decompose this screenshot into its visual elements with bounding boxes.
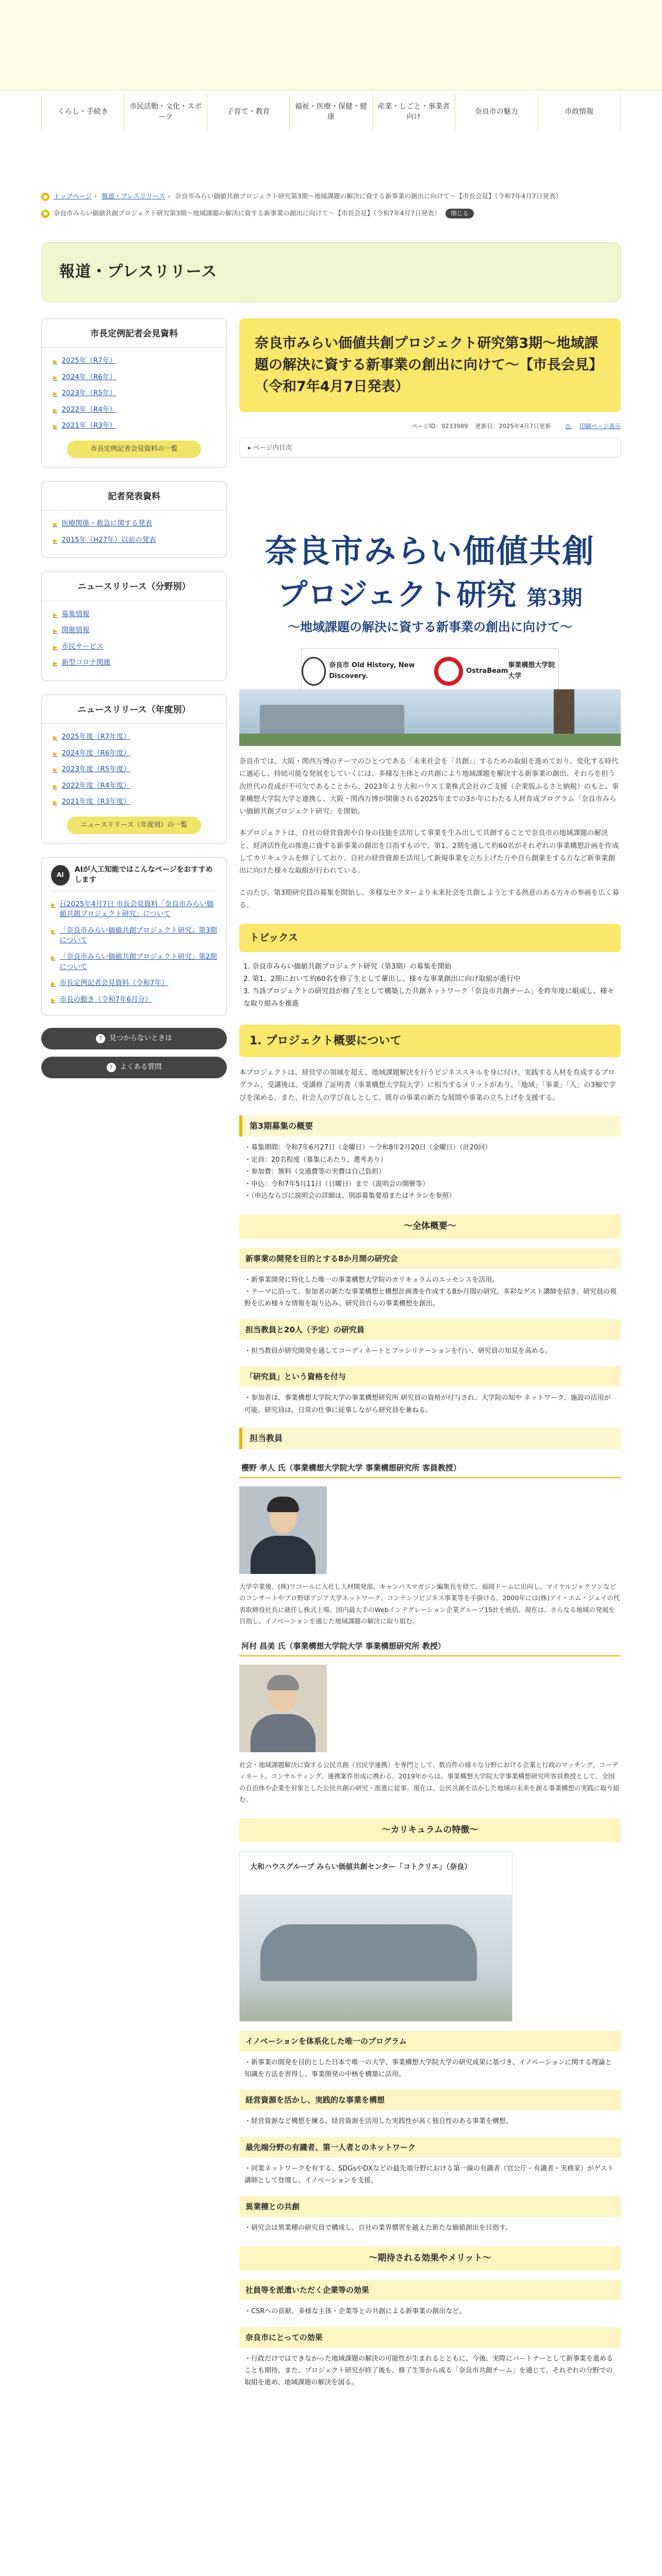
chevron-right-icon: ▶ — [53, 660, 58, 667]
location-icon: ● — [41, 193, 49, 201]
professor-photo — [239, 1486, 327, 1574]
venue-photo — [239, 1852, 512, 2022]
sidebar-item[interactable]: ▶ 2023年（R5年） — [53, 389, 117, 398]
page-id: ページID：0233989 — [411, 422, 468, 430]
breadcrumb-row: ● トップページ › 報道・プレスリリース › 奈良市みらい価値共創プロジェクト研究第3期〜地域課題の解決に資する新事業の創出に向けて〜【市長会見】（令和7年4月7日発表） — [41, 192, 621, 201]
professor-bio: 社会・地域課題解決に資する公民共創（官民学連携）を専門として、数百件の様々な分野における企業と行政のマッチング、コーディネート、コンサルティング、連携案件形成に携わる。2019年からは、事業構想大学院大学事業構想研究所客員教授として、全国の自治体や企業を対象とした公民共創の研究・推進に従事。現在は、公民共創を活かした地域の未来を創る事業構想の実践に取り組む。 — [239, 1760, 620, 1804]
professor-name: 河村 昌美 氏（事業構想大学院大学 事業構想研究所 教授） — [239, 1637, 621, 1656]
topics-list — [239, 952, 621, 1010]
list-item: 2. 第1、2期において約60名を修了生として輩出し、様々な事業創出に向け取組が進行中 — [243, 974, 521, 983]
sidebar-box-press-release — [41, 481, 227, 558]
hero-title-line2: プロジェクト研究 第3期 — [277, 577, 583, 612]
site-header — [0, 0, 662, 90]
section-paragraph: 本プロジェクトは、経営学の領域を超え、地域課題解決を行うビジネススキルを身に付け、実践する人材を育成するプログラム。受講後は、受講修了証明書（事業構想大学院大学）に相当するメリットがあり、「地域」「事業」「人」の3軸で学びを深める。また、社会人の学び直しとして、既存の事業の新たな展開や事業の立ち上げを支援する。 — [239, 1068, 616, 1102]
chevron-right-icon: ▶ — [53, 799, 58, 806]
chevron-right-icon: ▶ — [53, 628, 58, 635]
sidebar-box-news-year — [41, 694, 227, 844]
chevron-right-icon: ▶ — [53, 750, 58, 757]
sidebar-box-title: ニュースリリース（年度別） — [42, 695, 226, 724]
page-toc[interactable]: ▸ ページ内目次 — [239, 438, 621, 457]
sidebar-box-title: ニュースリリース（分野別） — [42, 572, 226, 601]
question-icon: ? — [96, 1034, 105, 1043]
faq-button[interactable]: ? よくある質問 — [41, 1057, 227, 1078]
chevron-right-icon: ▶ — [53, 423, 58, 430]
list-item: ・ 行政だけではできなかった地域課題の解決の可能性が生まれるとともに、今後、実際にパートナーとして新事業を進めることも期待。また、プロジェクト研究が終了後も、修了生等から成る「奈良市共創チーム」を通じて、それぞれの分野での取組を進め、地域課題の解決を図る。 — [244, 2353, 617, 2389]
chevron-right-icon: ▶ — [53, 734, 58, 741]
intro-paragraph: このたび、第3期研究員の募集を開始し、多様なセクターより未来社会を共創しようとする熱意のある方々の参画を広く募る。 — [239, 888, 619, 909]
sidebar-item[interactable]: ▶ 2022年度（R4年度） — [53, 781, 130, 790]
subheading: 新事業の開発を目的とする8か月間の研究会 — [239, 1248, 621, 1269]
sidebar-item[interactable]: ▶ 新型コロナ関連 — [53, 658, 110, 667]
breadcrumb — [41, 192, 621, 226]
merit-banner: 〜期待される効果やメリット〜 — [239, 2246, 621, 2270]
gnav-item-shisei[interactable]: 市政情報 — [538, 94, 621, 131]
nara-city-logo — [302, 657, 326, 686]
pagoda-illustration — [554, 689, 574, 736]
topics-heading: トピックス — [239, 924, 621, 952]
chevron-right-icon: ▶ — [53, 783, 58, 790]
gnav-item-kurashi[interactable]: くらし・手続き — [41, 94, 124, 131]
list-item: ・ 新事業の開発を目的とした日本で唯一の大学、事業構想大学院大学の研究成果に基づき、イノベーションに関する理論と知識を方法を習得し、事業開発の中核を構築に活用。 — [244, 2057, 617, 2081]
gnav-item-shimin[interactable]: 市民活動・文化・スポーツ — [124, 94, 207, 131]
global-nav — [41, 94, 621, 131]
professor-bio: 大学卒業後、(株)ワコールに入社し人材開発部、キャンパスマガジン編集長を経て、福岡ドームに出向し、マイケルジャクソンなどのコンサートやプロ野球アジア大学ネットワーク、コンテンツビジネス事業等を手掛ける。2000年には(株)アイ・エム・ジェイの代表取締役社長に就任し株式上場。国内最大手のWebインテグレーション企業グループ15社を統括。現在は、さらなる地域の発展を目指し、イノベーションを通じた地域課題の解決に取り組む。 — [239, 1582, 620, 1625]
hero-subtitle: 〜地域課題の解決に資する新事業の創出に向けて〜 — [288, 619, 572, 634]
chevron-right-icon: ▶ — [53, 611, 58, 618]
article-meta — [239, 421, 621, 431]
subheading: 「研究員」という資格を付与 — [239, 1366, 621, 1387]
sponsor-logo — [434, 657, 463, 686]
ai-recommend-item[interactable]: ▶ 市長定例記者会見資料（令和7年） — [51, 979, 169, 988]
breadcrumb-current-2: 奈良市みらい価値共創プロジェクト研究第3期〜地域課題の解決に資する新事業の創出に向けて〜【市長会見】（令和7年4月7日発表） — [54, 209, 441, 217]
hero-logos: 奈良市 Old History, New Discovery. OstraBeam 事業構想大学院大学 — [301, 648, 559, 694]
updated-date: 更新日：2025年4月7日更新 — [475, 422, 551, 430]
hero-image — [239, 519, 621, 746]
subheading: イノベーションを体系化した唯一のプログラム — [239, 2031, 621, 2052]
hero-title-line1: 奈良市みらい価値共創 — [264, 532, 595, 570]
sidebar-box-title: 記者発表資料 — [42, 482, 226, 511]
subheading: 最先端分野の有識者、第一人者とのネットワーク — [239, 2137, 621, 2158]
list-item: ・ 参加費：無料（交通費等の実費は自己負担） — [244, 1166, 617, 1178]
sidebar-item[interactable]: ▶ 2021年度（R3年度） — [53, 798, 130, 806]
breadcrumb-current: 奈良市みらい価値共創プロジェクト研究第3期〜地域課題の解決に資する新事業の創出に向けて〜【市長会見】（令和7年4月7日発表） — [175, 192, 562, 200]
list-item: ・ 担当教員が研究開発を通してコーディネートとファシリテーションを行い、研究員の知見を高める。 — [244, 1345, 617, 1357]
section-header — [41, 242, 621, 302]
subheading: 奈良市にとっての効果 — [239, 2327, 621, 2348]
ai-recommend-item[interactable]: ▶ 市長の動き（令和7年6月分） — [51, 995, 152, 1004]
ai-recommend-item[interactable]: ▶ 「奈良市みらい価値共創プロジェクト研究」第2期について — [51, 953, 217, 971]
print-icon: ⎙ — [565, 422, 572, 430]
list-item: 3. 当該プロジェクトの研究員が修了生として構築した共創ネットワーク「奈良市共創チーム」を昨年度に組成し、様々な取り組みを推進 — [243, 987, 614, 1008]
article-title: 奈良市みらい価値共創プロジェクト研究第3期〜地域課題の解決に資する新事業の創出に向けて〜【市長会見】（令和7年4月7日発表） — [255, 335, 603, 395]
breadcrumb-home[interactable]: トップページ — [54, 192, 92, 200]
list-item: ・ CSRへの貢献、多様な主体・企業等との共創による新事業の創出など。 — [244, 2306, 617, 2317]
sidebar-box-title: 市長定例記者会見資料 — [42, 319, 226, 348]
list-item: 1. 奈良市みらい価値共創プロジェクト研究（第3期）の募集を開始 — [243, 962, 452, 971]
recruit-list — [239, 1137, 621, 1202]
article-title-box — [239, 318, 621, 412]
sidebar-item[interactable]: ▶ 募集情報 — [53, 609, 90, 618]
chevron-right-icon: ▶ — [51, 927, 56, 935]
curriculum-banner: 〜カリキュラムの特徴〜 — [239, 1818, 621, 1842]
subheading: 担当教員と20人（予定）の研究員 — [239, 1319, 621, 1340]
subheading: 社員等を派遣いただく企業等の効果 — [239, 2280, 621, 2300]
sidebar-item[interactable]: ▶ 2024年（R6年） — [53, 372, 117, 381]
gnav-item-miryoku[interactable]: 奈良市の魅力 — [455, 94, 538, 131]
list-item: ・ 新事業開発に特化した唯一の事業構想大学院のカリキュラムのエッセンスを活用。 — [244, 1274, 617, 1286]
subheading: 異業種との共創 — [239, 2196, 621, 2217]
news-year-list-button[interactable]: ニュースリリース（年度別）の一覧 — [67, 817, 201, 834]
help-icon: ? — [107, 1063, 116, 1072]
professor-name: 櫻野 孝人 氏（事業構想大学院大学 事業構想研究所 客員教授） — [239, 1459, 621, 1478]
ai-recommend-title: AIが人工知能ではこんなページをおすすめします — [74, 866, 213, 884]
chevron-right-icon: ▶ — [53, 521, 58, 528]
chevron-right-icon: ▶ — [53, 406, 58, 414]
sidebar-item[interactable]: ▶ 2025年度（R7年度） — [53, 732, 130, 741]
chevron-right-icon: ▶ — [53, 643, 58, 651]
chevron-right-icon: ▶ — [53, 358, 58, 365]
chevron-right-icon: ▶ — [51, 901, 56, 908]
list-item: ・ 定員：20名程度（募集にあたり、選考あり） — [244, 1154, 617, 1166]
list-item: ・ （申込ならびに説明会の詳細は、別添募集要項またはチラシを参照） — [244, 1190, 617, 1202]
intro-paragraph: 奈良市では、大阪・関西万博のテーマのひとつである「未来社会を「共創」」するための取組を進めており、変化する時代に適応し、持続可能な発展をしていくには、多様な主体との共創により地域課題を解決する新事業の創出、それらを担う次世代の育成が不可欠であることから、2023年より大和ハウス工業株式会社のご支援（企業版ふるさと納税）のもと、事業構想大学院大学と連携し、大阪・関西万博が開催される2025年までの3か年にわたる人材育成プログラム「奈良市みらい価値共創プロジェクト研究」を開始。 — [239, 757, 619, 816]
list-item: ・ 経営資源など構想を練る、経営資源を活用した実践性が高く独自性のある事業を構想。 — [244, 2115, 617, 2127]
hero-scene — [239, 689, 621, 746]
sidebar-item[interactable]: ▶ 2015年（H27年）以前の発表 — [53, 535, 156, 544]
list-item: ・ 研究会は異業種の研究員で構成し、自社の業界慣習を越えた新たな価値創出を目指す。 — [244, 2222, 617, 2234]
print-link[interactable]: ⎙ 印刷ページ表示 — [565, 422, 621, 430]
chevron-right-icon: ▶ — [51, 980, 56, 988]
section-heading: 1. プロジェクト概要について — [239, 1025, 621, 1057]
ai-icon: AI — [51, 865, 70, 886]
sidebar-item[interactable]: ▶ 市民サービス — [53, 642, 104, 651]
list-item: ・ テーマに沿って、参加者の新たな事業構想と構想計画書を作成する8か月間の研究。多彩なゲスト講師を招き、研究員の視野を広め様々な情報を取り込み、研究員自らの事業構想を創出。 — [244, 1286, 617, 1310]
list-item: ・ 申込：令和7年5月11日（日曜日）まで（説明会の開催等） — [244, 1178, 617, 1190]
ai-recommend-item[interactable]: ▶ 「奈良市みらい価値共創プロジェクト研究」第3期について — [51, 926, 217, 945]
gnav-item-fukushi[interactable]: 福祉・医療・保健・健康 — [290, 94, 372, 131]
main-content — [239, 318, 621, 2389]
breadcrumb-press[interactable]: 報道・プレスリリース — [101, 192, 166, 200]
sidebar-item[interactable]: ▶ 2025年（R7年） — [53, 357, 117, 365]
overview-banner: 〜全体概要〜 — [239, 1214, 621, 1239]
chevron-right-icon: ▶ — [51, 996, 56, 1004]
list-item: ・ 参加者は、事業構想大学院大学の事業構想研究所 研究員の資格が付与され、大学院の知や ネットワーク、施設の活用が可能。研究員は、日常の仕事に従事しながら研究員を兼ねる。 — [244, 1392, 617, 1416]
sidebar-item[interactable]: ▶ 2021年（R3年） — [53, 421, 117, 430]
chevron-right-icon: ▶ — [53, 767, 58, 774]
ai-recommend-item[interactable]: ▶ 日2025年4月7日 市長会見資料「奈良市みらい価値共創プロジェクト研究」について — [51, 900, 214, 919]
chevron-right-icon: ▶ — [53, 391, 58, 398]
chevron-right-icon: ▶ — [53, 537, 58, 544]
section-title: 報道・プレスリリース — [59, 263, 218, 281]
recruit-heading: 第3期募集の概要 — [239, 1115, 621, 1137]
gnav-item-kosodate[interactable]: 子育て・教育 — [207, 94, 290, 131]
subheading: 経営資源を活かし、実践的な事業を構想 — [239, 2090, 621, 2110]
list-item: ・ 同業ネットワークを有する、SDGsやDXなどの最先端分野における第一線の有識者（官公庁・有識者・実務家）がゲスト講師として登壇し、イノベーションを支援。 — [244, 2163, 617, 2187]
sidebar-box-news-field — [41, 571, 227, 681]
ai-recommend-box — [41, 857, 227, 1016]
professor-heading: 担当教員 — [239, 1428, 621, 1449]
sidebar-box-press-conf — [41, 318, 227, 468]
chevron-right-icon: ▶ — [53, 374, 58, 381]
breadcrumb-row-2 — [41, 209, 621, 218]
sidebar-item[interactable]: ▶ 開催情報 — [53, 626, 90, 635]
list-item: ・ 募集期間：令和7年6月27日（金曜日）〜令和8年2月20日（金曜日）（計20回） — [244, 1142, 617, 1154]
sidebar-item[interactable]: ▶ 2022年（R4年） — [53, 405, 117, 414]
breadcrumb-close-button[interactable]: 閉じる — [445, 209, 474, 218]
location-icon: ● — [41, 210, 49, 218]
not-found-button[interactable]: ? 見つからないときは — [41, 1028, 227, 1049]
sidebar-item[interactable]: ▶ 2024年度（R6年度） — [53, 749, 130, 757]
sidebar-item[interactable]: ▶ 医療関係・救急に関する発表 — [53, 519, 152, 528]
university-logo: 事業構想大学院大学 — [508, 662, 555, 680]
chevron-right-icon: ▶ — [51, 954, 56, 961]
professor-photo — [239, 1665, 327, 1752]
sidebar — [41, 318, 227, 1086]
gnav-item-sangyo[interactable]: 産業・しごと・事業者向け — [373, 94, 455, 131]
press-conf-list-button[interactable]: 市長定例記者会見資料の一覧 — [67, 440, 201, 458]
intro-paragraph: 本プロジェクトは、自社の経営資源や自身の技能を活用して事業を生み出して共創することで奈良市の地域課題の解決と、経済活性化の推進に資する新事業の創出を目指すもので、第1、2期を通して約60名がそれぞれの事業構想計画を作成してカリキュラムを修了しており、自社の経営資源を活用して新規事業を立ち上げた方や自ら創業をする方など新事業創出に向けた様々な取組が行われている。 — [239, 829, 619, 875]
sidebar-item[interactable]: ▶ 2023年度（R5年度） — [53, 765, 130, 774]
venue-caption: 大和ハウスグループ みらい価値共創センター「コトクリエ」（奈良） — [250, 1862, 472, 1871]
